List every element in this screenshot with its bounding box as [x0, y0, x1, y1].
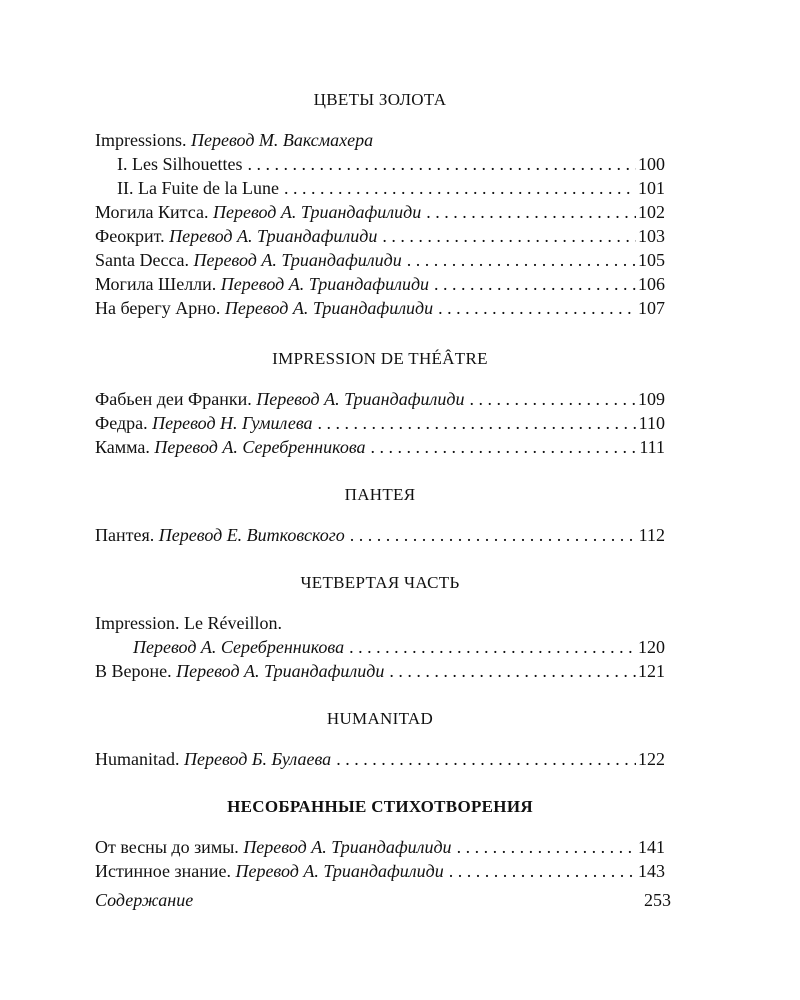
toc-entry	[95, 859, 665, 883]
section-heading: HUMANITAD	[326, 709, 434, 728]
dot-leader	[449, 859, 636, 883]
entry-page: 102	[638, 202, 665, 222]
section-entries	[95, 835, 665, 883]
toc-entry	[95, 272, 665, 296]
page-footer	[95, 888, 671, 912]
entry-title: Santa Decca.	[95, 250, 189, 270]
running-title: Содержание	[95, 890, 194, 910]
entry-page: 109	[638, 389, 665, 409]
entry-title: Impressions.	[95, 130, 187, 150]
dot-leader	[469, 387, 636, 411]
entry-page: 112	[638, 525, 665, 545]
section-heading: ПАНТЕЯ	[344, 485, 416, 504]
toc-entry	[95, 296, 665, 320]
entry-page: 101	[638, 178, 665, 198]
dot-leader	[350, 523, 637, 547]
entry-page: 141	[638, 837, 665, 857]
section-heading: ЧЕТВЕРТАЯ ЧАСТЬ	[300, 573, 460, 592]
entry-page: 105	[638, 250, 665, 270]
entry-page: 122	[638, 749, 665, 769]
toc-entry	[95, 659, 665, 683]
toc-entry	[95, 224, 665, 248]
toc-entry	[95, 411, 665, 435]
section-entries	[95, 523, 665, 547]
section-heading: ЦВЕТЫ ЗОЛОТА	[313, 90, 447, 109]
section-heading: IMPRESSION DE THÉÂTRE	[272, 349, 488, 368]
table-of-contents	[95, 88, 665, 883]
entry-page: 106	[638, 274, 665, 294]
section-entries	[95, 128, 665, 320]
section-entries	[95, 387, 665, 459]
entry-title: Impression. Le Réveillon.	[95, 613, 282, 633]
toc-entry	[95, 435, 665, 459]
entry-translator: Перевод М. Ваксмахера	[191, 130, 374, 150]
dot-leader	[382, 224, 636, 248]
entry-translator: Перевод А. Серебренникова	[133, 637, 345, 657]
dot-leader	[457, 835, 636, 859]
entry-translator: Перевод Е. Витковского	[158, 525, 345, 545]
section-entries	[95, 611, 665, 683]
entry-translator: Перевод Н. Гумилева	[152, 413, 313, 433]
dot-leader	[407, 248, 636, 272]
dot-leader	[434, 272, 636, 296]
entry-translator: Перевод А. Триандафилиди	[243, 837, 452, 857]
toc-entry	[95, 128, 665, 152]
entry-title: На берегу Арно.	[95, 298, 221, 318]
entry-translator: Перевод А. Триандафилиди	[212, 202, 422, 222]
entry-translator: Перевод А. Триандафилиди	[169, 226, 378, 246]
entry-title: От весны до зимы.	[95, 837, 239, 857]
entry-page: 107	[638, 298, 665, 318]
entry-page: 121	[638, 661, 665, 681]
entry-translator: Перевод А. Триандафилиди	[235, 861, 444, 881]
entry-title: Могила Китса.	[95, 202, 209, 222]
dot-leader	[371, 435, 638, 459]
section-heading: НЕСОБРАННЫЕ СТИХОТВОРЕНИЯ	[227, 797, 533, 816]
dot-leader	[247, 152, 636, 176]
dot-leader	[336, 747, 636, 771]
entry-page: 100	[638, 154, 665, 174]
entry-title: Федра.	[95, 413, 148, 433]
dot-leader	[349, 635, 636, 659]
entry-translator: Перевод А. Триандафилиди	[224, 298, 434, 318]
dot-leader	[318, 411, 637, 435]
dot-leader	[426, 200, 636, 224]
entry-title: Могила Шелли.	[95, 274, 217, 294]
entry-title: II. La Fuite de la Lune	[117, 178, 279, 198]
toc-entry	[95, 248, 665, 272]
section-gap	[95, 459, 665, 483]
entry-translator: Перевод А. Триандафилиди	[220, 274, 430, 294]
toc-entry	[95, 835, 665, 859]
entry-translator: Перевод А. Триандафилиди	[256, 389, 465, 409]
dot-leader	[284, 176, 636, 200]
toc-entry	[95, 523, 665, 547]
entry-page: 111	[639, 437, 665, 457]
entry-translator: Перевод А. Серебренникова	[154, 437, 366, 457]
entry-page: 120	[638, 637, 665, 657]
entry-title: В Вероне.	[95, 661, 172, 681]
toc-entry	[95, 200, 665, 224]
entry-translator: Перевод Б. Булаева	[183, 749, 332, 769]
entry-title: I. Les Silhouettes	[117, 154, 243, 174]
toc-entry	[95, 747, 665, 771]
entry-title: Камма.	[95, 437, 150, 457]
entry-title: Фабьен деи Франки.	[95, 389, 252, 409]
section-entries	[95, 747, 665, 771]
page-number: 253	[644, 890, 671, 910]
entry-title: Феокрит.	[95, 226, 165, 246]
toc-entry	[95, 176, 665, 200]
section-gap	[95, 771, 665, 795]
entry-translator: Перевод А. Триандафилиди	[193, 250, 402, 270]
entry-page: 103	[638, 226, 665, 246]
toc-entry	[95, 387, 665, 411]
entry-translator: Перевод А. Триандафилиди	[176, 661, 385, 681]
entry-page: 110	[638, 413, 665, 433]
toc-entry	[95, 635, 665, 659]
entry-title: Истинное знание.	[95, 861, 231, 881]
dot-leader	[389, 659, 636, 683]
entry-title: Humanitad.	[95, 749, 180, 769]
entry-page: 143	[638, 861, 665, 881]
section-gap	[95, 320, 665, 347]
entry-title: Пантея.	[95, 525, 155, 545]
dot-leader	[438, 296, 636, 320]
toc-entry	[95, 611, 665, 635]
section-gap	[95, 683, 665, 707]
section-gap	[95, 547, 665, 571]
toc-entry	[95, 152, 665, 176]
